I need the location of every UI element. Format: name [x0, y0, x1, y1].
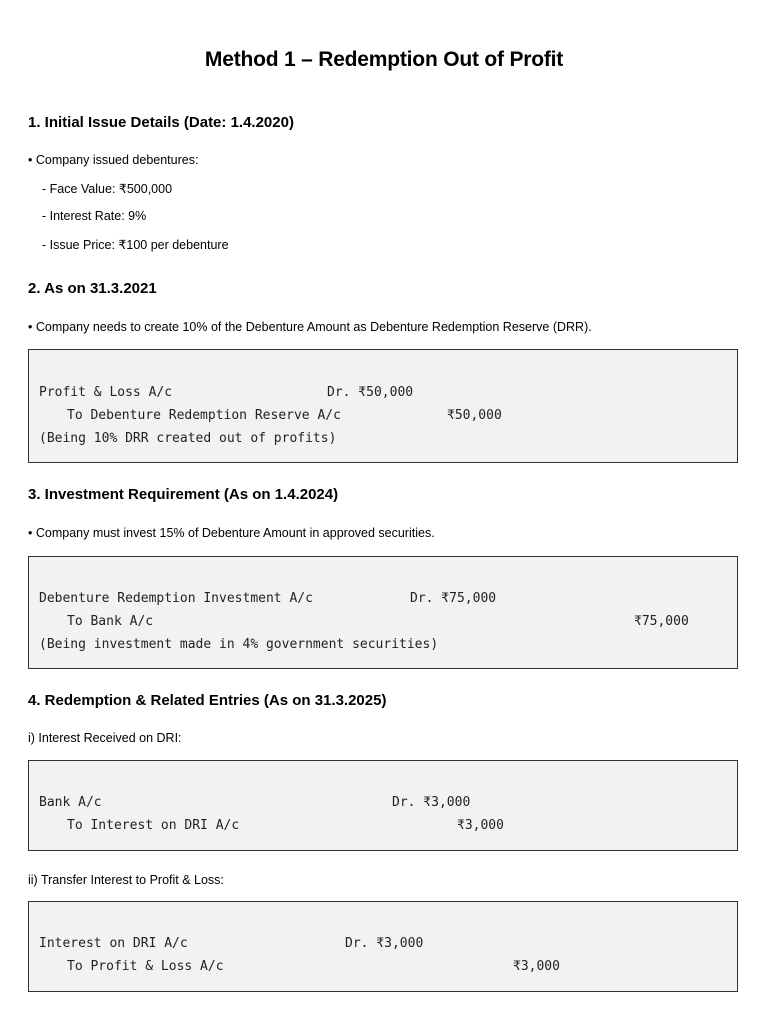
section-3-bullet: • Company must invest 15% of Debenture Amount in approved securities. [28, 526, 435, 540]
dr-account: Interest on DRI A/c [39, 936, 188, 951]
cr-account: To Bank A/c [67, 614, 154, 629]
cr-account: To Interest on DRI A/c [67, 818, 240, 833]
interest-received-entry [28, 760, 738, 851]
dr-account: Profit & Loss A/c [39, 385, 173, 400]
dr-account: Bank A/c [39, 795, 102, 810]
dr-amount: Dr. ₹3,000 [392, 795, 471, 810]
narration: (Being 10% DRR created out of profits) [39, 431, 337, 446]
interest-rate-item: - Interest Rate: 9% [42, 209, 147, 223]
cr-amount: ₹75,000 [634, 614, 689, 629]
dr-account: Debenture Redemption Investment A/c [39, 591, 313, 606]
issue-price-item: - Issue Price: ₹100 per debenture [42, 238, 229, 252]
page-title: Method 1 – Redemption Out of Profit [204, 48, 564, 71]
face-value-item: - Face Value: ₹500,000 [42, 182, 173, 196]
section-2-heading: 2. As on 31.3.2021 [28, 280, 157, 297]
subsection-i-label: i) Interest Received on DRI: [28, 731, 182, 745]
section-1-heading: 1. Initial Issue Details (Date: 1.4.2020) [28, 114, 294, 131]
section-3-heading: 3. Investment Requirement (As on 1.4.2024) [28, 486, 339, 503]
cr-amount: ₹3,000 [457, 818, 504, 833]
investment-journal-entry [28, 556, 738, 669]
section-2-bullet: • Company needs to create 10% of the Debenture Amount as Debenture Redemption Reserve (DRR). [28, 320, 592, 334]
dr-amount: Dr. ₹50,000 [327, 385, 414, 400]
cr-account: To Profit & Loss A/c [67, 959, 224, 974]
narration: (Being investment made in 4% government securities) [39, 637, 439, 652]
interest-transfer-entry [28, 901, 738, 992]
dr-amount: Dr. ₹3,000 [345, 936, 424, 951]
drr-journal-entry [28, 349, 738, 463]
dr-amount: Dr. ₹75,000 [410, 591, 497, 606]
section-1-bullet: • Company issued debentures: [28, 153, 199, 167]
subsection-ii-label: ii) Transfer Interest to Profit & Loss: [28, 873, 224, 887]
cr-account: To Debenture Redemption Reserve A/c [67, 408, 341, 423]
cr-amount: ₹50,000 [447, 408, 502, 423]
cr-amount: ₹3,000 [513, 959, 560, 974]
section-4-heading: 4. Redemption & Related Entries (As on 31.3.2025) [28, 692, 387, 709]
